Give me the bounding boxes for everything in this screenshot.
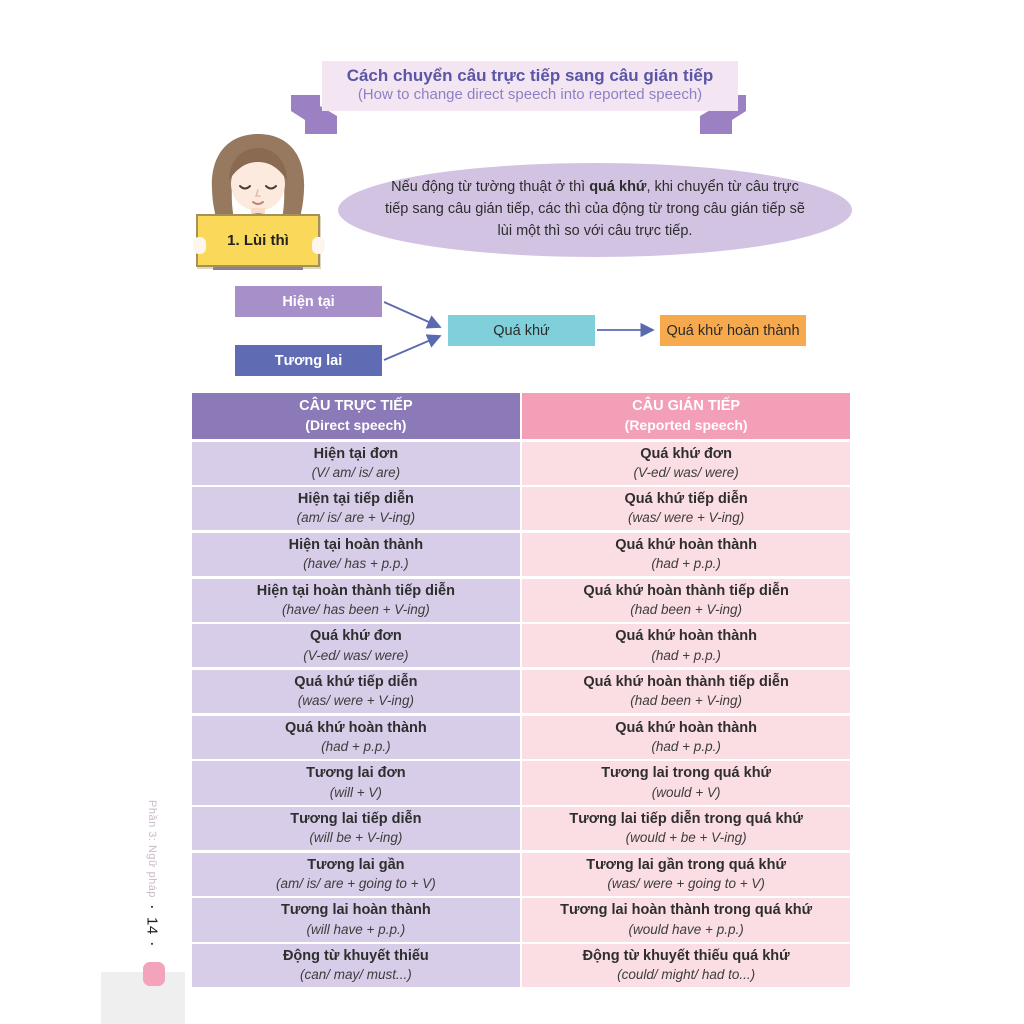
direct-cell [192, 716, 520, 759]
tense-formula: (V/ am/ is/ are) [311, 464, 401, 480]
tense-name: Quá khứ tiếp diễn [294, 673, 418, 690]
tense-name: Tương lai tiếp diễn [290, 811, 422, 827]
section-sign-label: 1. Lùi thì [227, 232, 289, 249]
direct-cell [192, 853, 520, 896]
tense-name: Quá khứ tiếp diễn [624, 491, 748, 508]
tense-name: Tương lai tiếp diễn trong quá khứ [569, 811, 803, 827]
flow-box-past: Quá khứ [448, 315, 595, 346]
note-bubble [338, 163, 852, 257]
tense-formula: (had + p.p.) [651, 556, 721, 572]
page-corner-tab [143, 962, 165, 986]
reported-cell [522, 944, 850, 987]
section-sign [196, 214, 320, 267]
direct-cell [192, 442, 520, 485]
reported-cell [522, 761, 850, 804]
direct-cell [192, 761, 520, 804]
tense-formula: (will + V) [329, 784, 382, 800]
direct-cell [192, 624, 520, 667]
tense-name: Quá khứ hoàn thành [615, 536, 758, 553]
tense-formula: (have/ has been + V-ing) [282, 601, 430, 617]
tense-name: Động từ khuyết thiếu [282, 948, 429, 965]
tense-name: Quá khứ đơn [310, 628, 402, 645]
reported-speech-header: CÂU GIÁN TIẾP (Reported speech) [522, 393, 850, 439]
tense-formula: (had + p.p.) [321, 738, 391, 754]
conversion-table [192, 393, 850, 987]
tense-name: Hiện tại tiếp diễn [297, 491, 414, 508]
tense-formula: (was/ were + V-ing) [628, 510, 745, 526]
flow-box-present: Hiện tại [235, 286, 382, 317]
tense-name: Tương lai gần [307, 856, 405, 873]
tense-name: Quá khứ hoàn thành [284, 719, 427, 736]
title-banner [322, 61, 738, 111]
reported-cell [522, 487, 850, 530]
page-title: Cách chuyển câu trực tiếp sang câu gián tiếp [346, 66, 714, 85]
tense-formula: (had + p.p.) [651, 647, 721, 663]
tense-name: Tương lai hoàn thành [281, 902, 431, 919]
tense-formula: (could/ might/ had to...) [617, 967, 756, 983]
flow-box-past-perfect: Quá khứ hoàn thành [660, 315, 806, 346]
tense-formula: (was/ were + going to + V) [607, 875, 765, 891]
tense-formula: (had been + V-ing) [630, 601, 742, 617]
tense-name: Hiện tại đơn [313, 445, 399, 462]
reported-cell [522, 442, 850, 485]
reported-cell [522, 807, 850, 850]
tense-formula: (had + p.p.) [651, 738, 721, 754]
reported-cell [522, 670, 850, 713]
tense-formula: (would + be + V-ing) [625, 830, 747, 846]
note-text: Nếu động từ tường thuật ở thì quá khứ, khi chuyển từ câu trực tiếp sang câu gián tiếp, các thì của động từ trong câu gián tiếp sẽ lùi một thì so với câu trực tiếp. [384, 179, 805, 239]
direct-speech-header: CÂU TRỰC TIẾP (Direct speech) [192, 393, 520, 439]
tense-formula: (have/ has + p.p.) [303, 556, 409, 572]
tense-name: Tương lai gần trong quá khứ [586, 856, 786, 873]
tense-name: Hiện tại hoàn thành tiếp diễn [256, 582, 455, 599]
direct-cell [192, 898, 520, 941]
tense-formula: (V-ed/ was/ were) [303, 647, 409, 663]
direct-cell [192, 807, 520, 850]
section-label: Phần 3: Ngữ pháp [146, 800, 158, 898]
tense-formula: (will be + V-ing) [309, 830, 403, 846]
tense-formula: (will have + p.p.) [306, 921, 406, 937]
tense-name: Tương lai trong quá khứ [601, 765, 772, 782]
tense-name: Tương lai hoàn thành trong quá khứ [560, 902, 813, 919]
direct-cell [192, 670, 520, 713]
reported-cell [522, 853, 850, 896]
tense-formula: (would + V) [651, 784, 721, 800]
left-hand-icon [193, 237, 206, 254]
tense-name: Hiện tại hoàn thành [288, 536, 424, 553]
tense-formula: (am/ is/ are + going to + V) [275, 875, 436, 891]
tense-formula: (was/ were + V-ing) [297, 693, 414, 709]
tense-name: Tương lai đơn [306, 765, 406, 782]
bullet-icon: ▪ [148, 941, 156, 949]
direct-cell [192, 944, 520, 987]
tense-formula: (had been + V-ing) [630, 693, 742, 709]
tense-name: Quá khứ hoàn thành [615, 628, 758, 645]
page-number: 14 [143, 917, 161, 936]
direct-cell [192, 487, 520, 530]
reported-cell [522, 716, 850, 759]
page-subtitle: (How to change direct speech into reported speech) [357, 86, 703, 104]
reported-cell [522, 579, 850, 622]
reported-cell [522, 624, 850, 667]
tense-name: Động từ khuyết thiếu quá khứ [582, 948, 790, 965]
tense-formula: (can/ may/ must...) [299, 967, 412, 983]
direct-cell [192, 533, 520, 576]
tense-name: Quá khứ đơn [640, 445, 732, 462]
tense-formula: (would have + p.p.) [628, 921, 744, 937]
reported-cell [522, 533, 850, 576]
tense-formula: (V-ed/ was/ were) [633, 464, 739, 480]
flow-box-future: Tương lai [235, 345, 382, 376]
tense-name: Quá khứ hoàn thành tiếp diễn [583, 673, 789, 690]
right-hand-icon [312, 237, 325, 254]
bullet-icon: ▪ [148, 903, 156, 912]
tense-name: Quá khứ hoàn thành tiếp diễn [583, 582, 789, 599]
page-footer [142, 800, 162, 970]
tense-name: Quá khứ hoàn thành [615, 719, 758, 736]
tense-formula: (am/ is/ are + V-ing) [296, 510, 416, 526]
direct-cell [192, 579, 520, 622]
reported-cell [522, 898, 850, 941]
